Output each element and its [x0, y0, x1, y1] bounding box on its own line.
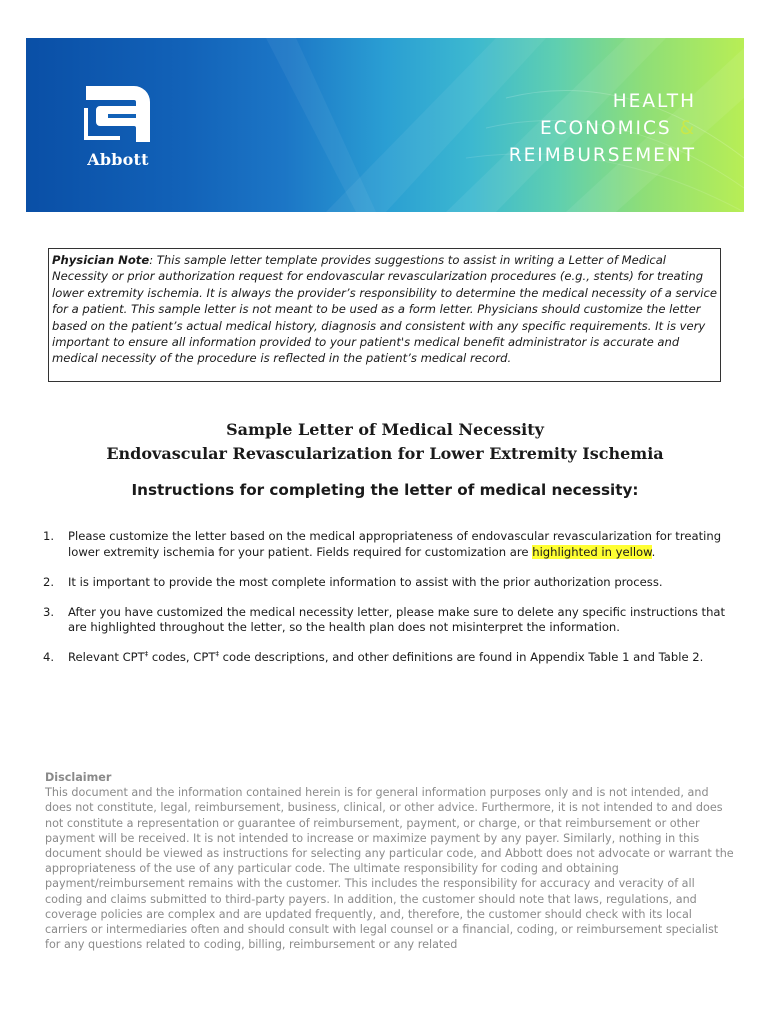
banner-title-line2	[509, 115, 696, 142]
document-title-line1: Sample Letter of Medical Necessity	[226, 420, 544, 439]
list-item-number: 2.	[43, 574, 55, 589]
list-item	[43, 605, 733, 636]
disclaimer	[45, 770, 735, 952]
banner-title-amp: &	[679, 118, 696, 139]
document-title	[26, 418, 744, 466]
list-item	[43, 575, 733, 591]
highlighted-text: highlighted in yellow	[532, 544, 652, 559]
list-item-text-part: codes, CPT	[148, 650, 216, 665]
list-item-number: 4.	[43, 650, 55, 665]
list-item	[43, 650, 733, 666]
list-item-number: 3.	[43, 604, 55, 619]
abbott-a-logo-icon	[80, 84, 156, 144]
list-item	[43, 529, 733, 560]
brand-name: Abbott	[87, 150, 149, 169]
list-item-text: Please customize the letter based on the medical appropriateness of endovascular revascularization for treating lower extremity ischemia for your patient. Fields required for customization are	[68, 529, 722, 559]
instructions-heading: Instructions for completing the letter of medical necessity:	[131, 481, 639, 499]
double-dagger-mark: ‡	[144, 650, 149, 659]
list-item-text-part: code descriptions, and other definitions are found in Appendix Table 1 and Table 2.	[218, 650, 704, 665]
physician-note-text: : This sample letter template provides suggestions to assist in writing a Letter of Medical Necessity or prior authorization request for endovascular revascularization procedures (e.g., stents) for treating lower extremity ischemia. It is always the provider’s responsibility to determine the medical necessity of a service for a patient. This sample letter is not meant to be used as a form letter. Physicians should customize the letter based on the patient’s actual medical history, diagnosis and consistent with any specific requirements. It is very important to ensure all information provided to your patient's medical benefit administrator is accurate and medical necessity of the procedure is reflected in the patient’s medical record.	[52, 253, 718, 366]
list-item-text-part: Relevant CPT	[68, 650, 145, 665]
disclaimer-heading: Disclaimer	[45, 771, 112, 784]
banner-title	[509, 88, 696, 169]
instructions-list	[43, 529, 733, 681]
abbott-logo	[80, 84, 156, 169]
header-banner	[26, 38, 744, 212]
double-dagger-mark: ‡	[215, 650, 219, 659]
list-item-text: After you have customized the medical necessity letter, please make sure to delete any specific instructions that are highlighted throughout the letter, so the health plan does not misinterpret the information.	[68, 604, 726, 635]
list-item-suffix: .	[651, 544, 656, 559]
disclaimer-text: This document and the information contained herein is for general information purposes only and is not intended, and does not constitute, legal, reimbursement, business, clinical, or other advice. Furthermore, it is not intended to and does not constitute a representation or guarantee of reimbursement, payment, or charge, or that reimbursement or other payment will be received. It is not intended to increase or maximize payment by any payer. Similarly, nothing in this document should be viewed as instructions for selecting any particular code, and Abbott does not advocate or warrant the appropriateness of the use of any particular code. The ultimate responsibility for coding and obtaining payment/reimbursement remains with the customer. This includes the responsibility for accuracy and veracity of all coding and claims submitted to third-party payers. In addition, the customer should note that laws, regulations, and coverage policies are complex and are updated frequently, and, therefore, the customer should check with its local carriers or intermediaries often and should consult with legal counsel or a financial, coding, or reimbursement specialist for any questions related to coding, billing, reimbursement or any related	[45, 786, 734, 952]
list-item-text	[68, 650, 703, 664]
physician-note-label: Physician Note	[52, 253, 150, 267]
physician-note-box	[48, 248, 721, 382]
document-title-line2: Endovascular Revascularization for Lower Extremity Ischemia	[106, 444, 664, 463]
list-item-number: 1.	[43, 529, 55, 543]
list-item-text: It is important to provide the most complete information to assist with the prior authorization process.	[68, 574, 663, 589]
banner-title-line1: HEALTH	[612, 91, 696, 112]
banner-title-economics: ECONOMICS	[540, 118, 672, 139]
banner-title-line3: REIMBURSEMENT	[508, 145, 696, 166]
